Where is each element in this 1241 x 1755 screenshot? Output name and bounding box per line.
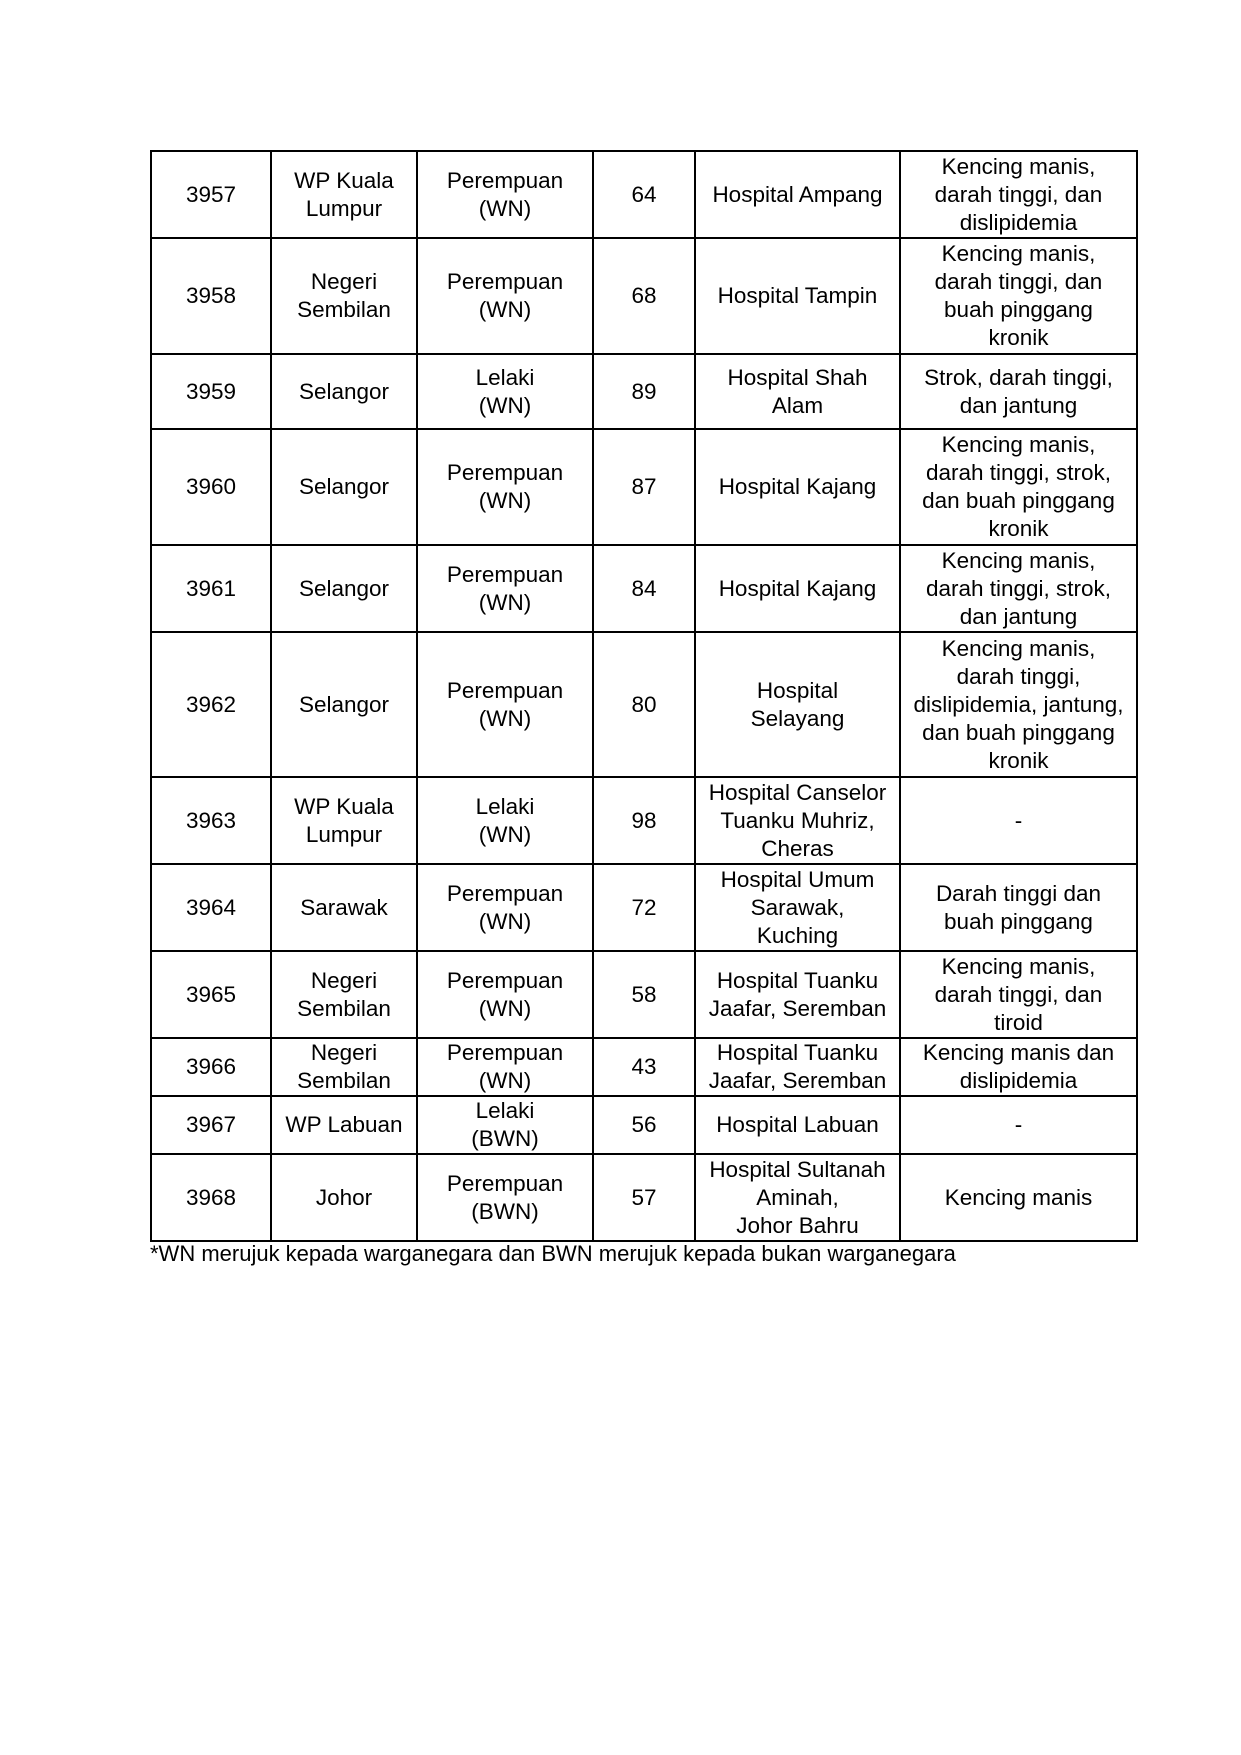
hospital-cell: Hospital Sultanah Aminah, Johor Bahru (695, 1154, 900, 1241)
comorbidity-cell: Kencing manis, darah tinggi, strok, dan jantung (900, 545, 1137, 632)
case-number-cell: 3958 (151, 238, 271, 354)
case-number-cell: 3964 (151, 864, 271, 951)
case-number-cell: 3965 (151, 951, 271, 1038)
comorbidity-cell: Kencing manis, darah tinggi, strok, dan buah pinggang kronik (900, 429, 1137, 545)
hospital-cell: Hospital Selayang (695, 632, 900, 777)
age-cell: 89 (593, 354, 695, 429)
case-number-cell: 3963 (151, 777, 271, 864)
comorbidity-cell: Kencing manis, darah tinggi, dan dislipidemia (900, 151, 1137, 238)
gender-cell: Perempuan (WN) (417, 864, 593, 951)
gender-cell: Perempuan (WN) (417, 151, 593, 238)
gender-cell: Lelaki (BWN) (417, 1096, 593, 1154)
state-cell: Negeri Sembilan (271, 238, 417, 354)
gender-cell: Perempuan (WN) (417, 1038, 593, 1096)
gender-cell: Perempuan (WN) (417, 238, 593, 354)
state-cell: Selangor (271, 354, 417, 429)
state-cell: Negeri Sembilan (271, 1038, 417, 1096)
age-cell: 87 (593, 429, 695, 545)
case-number-cell: 3962 (151, 632, 271, 777)
table-row (151, 777, 1137, 864)
case-number-cell: 3967 (151, 1096, 271, 1154)
gender-cell: Lelaki (WN) (417, 777, 593, 864)
comorbidity-cell: Strok, darah tinggi, dan jantung (900, 354, 1137, 429)
case-number-cell: 3961 (151, 545, 271, 632)
state-cell: WP Kuala Lumpur (271, 777, 417, 864)
hospital-cell: Hospital Umum Sarawak, Kuching (695, 864, 900, 951)
table-row (151, 632, 1137, 777)
age-cell: 57 (593, 1154, 695, 1241)
table-row (151, 1154, 1137, 1241)
hospital-cell: Hospital Tuanku Jaafar, Seremban (695, 951, 900, 1038)
state-cell: Sarawak (271, 864, 417, 951)
table-row (151, 864, 1137, 951)
table-body (151, 151, 1137, 1241)
hospital-cell: Hospital Canselor Tuanku Muhriz, Cheras (695, 777, 900, 864)
table-row (151, 545, 1137, 632)
age-cell: 68 (593, 238, 695, 354)
death-cases-table (150, 150, 1138, 1242)
comorbidity-cell: Kencing manis, darah tinggi, dislipidemia, jantung, dan buah pinggang kronik (900, 632, 1137, 777)
footnote: *WN merujuk kepada warganegara dan BWN merujuk kepada bukan warganegara (150, 1241, 956, 1266)
comorbidity-cell: - (900, 1096, 1137, 1154)
hospital-cell: Hospital Tuanku Jaafar, Seremban (695, 1038, 900, 1096)
hospital-cell: Hospital Ampang (695, 151, 900, 238)
gender-cell: Lelaki (WN) (417, 354, 593, 429)
comorbidity-cell: Kencing manis, darah tinggi, dan tiroid (900, 951, 1137, 1038)
age-cell: 43 (593, 1038, 695, 1096)
gender-cell: Perempuan (WN) (417, 951, 593, 1038)
gender-cell: Perempuan (WN) (417, 545, 593, 632)
table-row (151, 151, 1137, 238)
age-cell: 80 (593, 632, 695, 777)
hospital-cell: Hospital Kajang (695, 545, 900, 632)
case-number-cell: 3966 (151, 1038, 271, 1096)
comorbidity-cell: Kencing manis (900, 1154, 1137, 1241)
hospital-cell: Hospital Tampin (695, 238, 900, 354)
age-cell: 98 (593, 777, 695, 864)
hospital-cell: Hospital Labuan (695, 1096, 900, 1154)
state-cell: Selangor (271, 632, 417, 777)
state-cell: Negeri Sembilan (271, 951, 417, 1038)
case-number-cell: 3960 (151, 429, 271, 545)
hospital-cell: Hospital Kajang (695, 429, 900, 545)
table-row (151, 238, 1137, 354)
case-number-cell: 3959 (151, 354, 271, 429)
state-cell: Selangor (271, 545, 417, 632)
comorbidity-cell: Darah tinggi dan buah pinggang (900, 864, 1137, 951)
age-cell: 72 (593, 864, 695, 951)
state-cell: Selangor (271, 429, 417, 545)
table-row (151, 1038, 1137, 1096)
state-cell: WP Labuan (271, 1096, 417, 1154)
hospital-cell: Hospital Shah Alam (695, 354, 900, 429)
case-number-cell: 3957 (151, 151, 271, 238)
comorbidity-cell: Kencing manis, darah tinggi, dan buah pinggang kronik (900, 238, 1137, 354)
table-row (151, 951, 1137, 1038)
comorbidity-cell: - (900, 777, 1137, 864)
gender-cell: Perempuan (BWN) (417, 1154, 593, 1241)
age-cell: 58 (593, 951, 695, 1038)
case-number-cell: 3968 (151, 1154, 271, 1241)
age-cell: 84 (593, 545, 695, 632)
age-cell: 64 (593, 151, 695, 238)
table-row (151, 429, 1137, 545)
table-row (151, 1096, 1137, 1154)
table-row (151, 354, 1137, 429)
state-cell: WP Kuala Lumpur (271, 151, 417, 238)
age-cell: 56 (593, 1096, 695, 1154)
gender-cell: Perempuan (WN) (417, 429, 593, 545)
state-cell: Johor (271, 1154, 417, 1241)
comorbidity-cell: Kencing manis dan dislipidemia (900, 1038, 1137, 1096)
gender-cell: Perempuan (WN) (417, 632, 593, 777)
